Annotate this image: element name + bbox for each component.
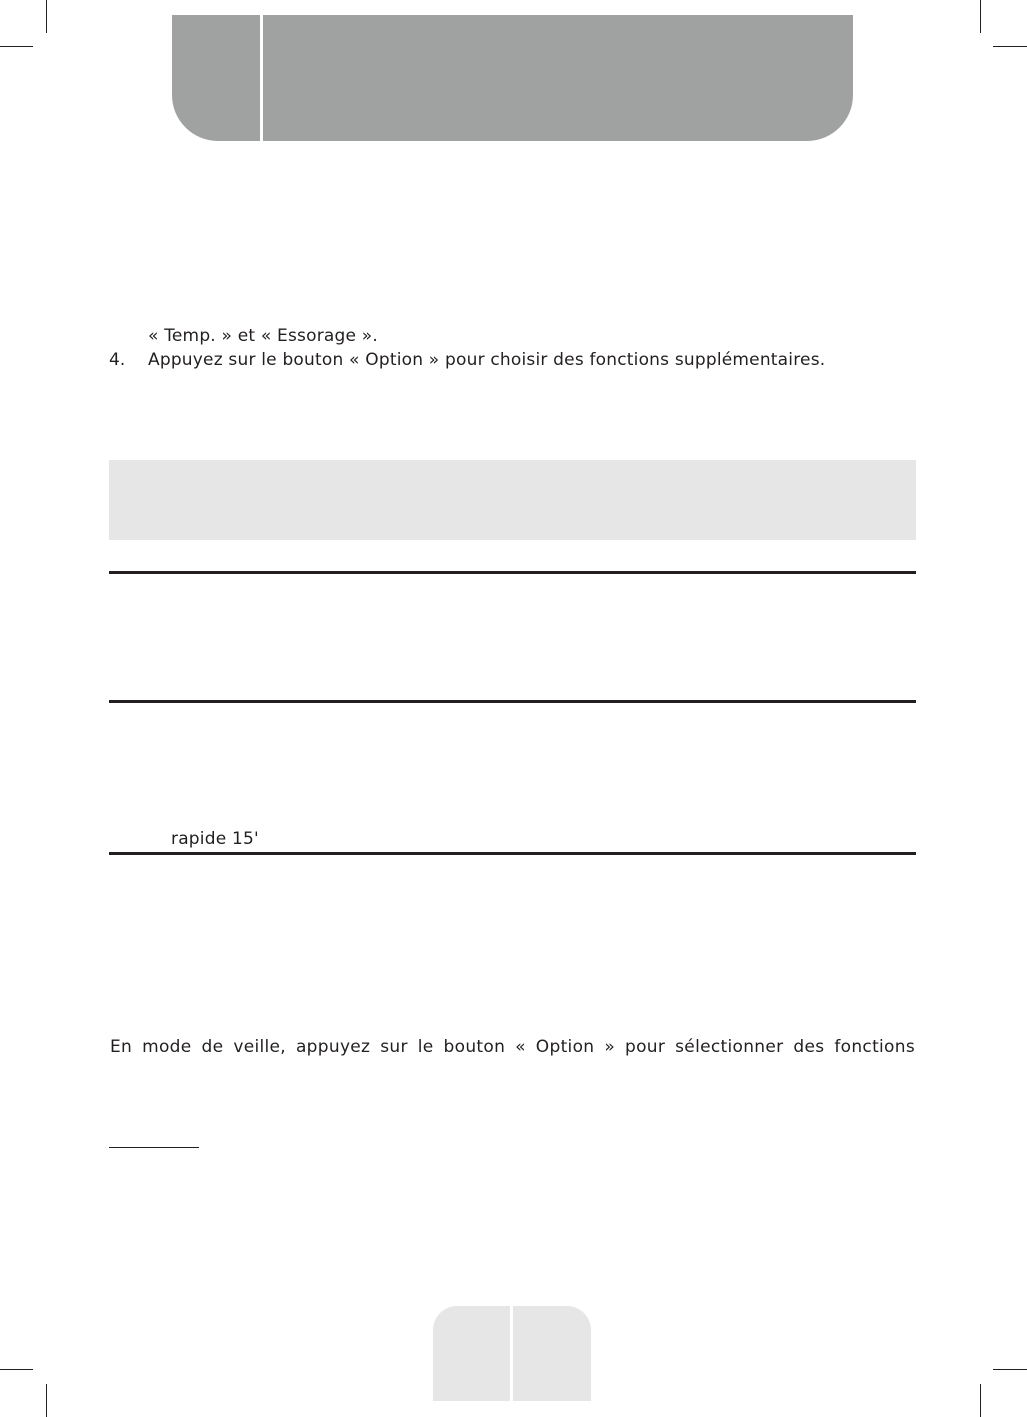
- footer-tab: [433, 1306, 591, 1401]
- crop-mark-bottom-left-v: [46, 1384, 47, 1417]
- table-row-fragment: rapide 15': [171, 829, 259, 849]
- crop-mark-top-left-h: [0, 46, 33, 47]
- table-rule-3: [109, 852, 916, 855]
- step3-continuation: « Temp. » et « Essorage ».: [148, 326, 378, 346]
- step4-text: Appuyez sur le bouton « Option » pour choisir des fonctions supplémentaires.: [148, 350, 826, 370]
- header-tab: [172, 15, 853, 141]
- table-header-band: [109, 460, 916, 540]
- crop-mark-top-right-h: [993, 46, 1027, 47]
- crop-mark-bottom-left-h: [0, 1369, 33, 1370]
- table-rule-2: [109, 700, 916, 703]
- standby-paragraph: En mode de veille, appuyez sur le bouton « Option » pour sélectionner des fonctions: [110, 1037, 915, 1057]
- header-tab-divider: [260, 15, 263, 141]
- crop-mark-top-left-v: [46, 0, 47, 33]
- crop-mark-bottom-right-v: [980, 1384, 981, 1417]
- footnote-rule: [109, 1147, 199, 1148]
- table-rule-1: [109, 571, 916, 574]
- crop-mark-top-right-v: [980, 0, 981, 33]
- footer-tab-divider: [510, 1306, 513, 1401]
- crop-mark-bottom-right-h: [993, 1369, 1027, 1370]
- step4-number: 4.: [109, 350, 126, 370]
